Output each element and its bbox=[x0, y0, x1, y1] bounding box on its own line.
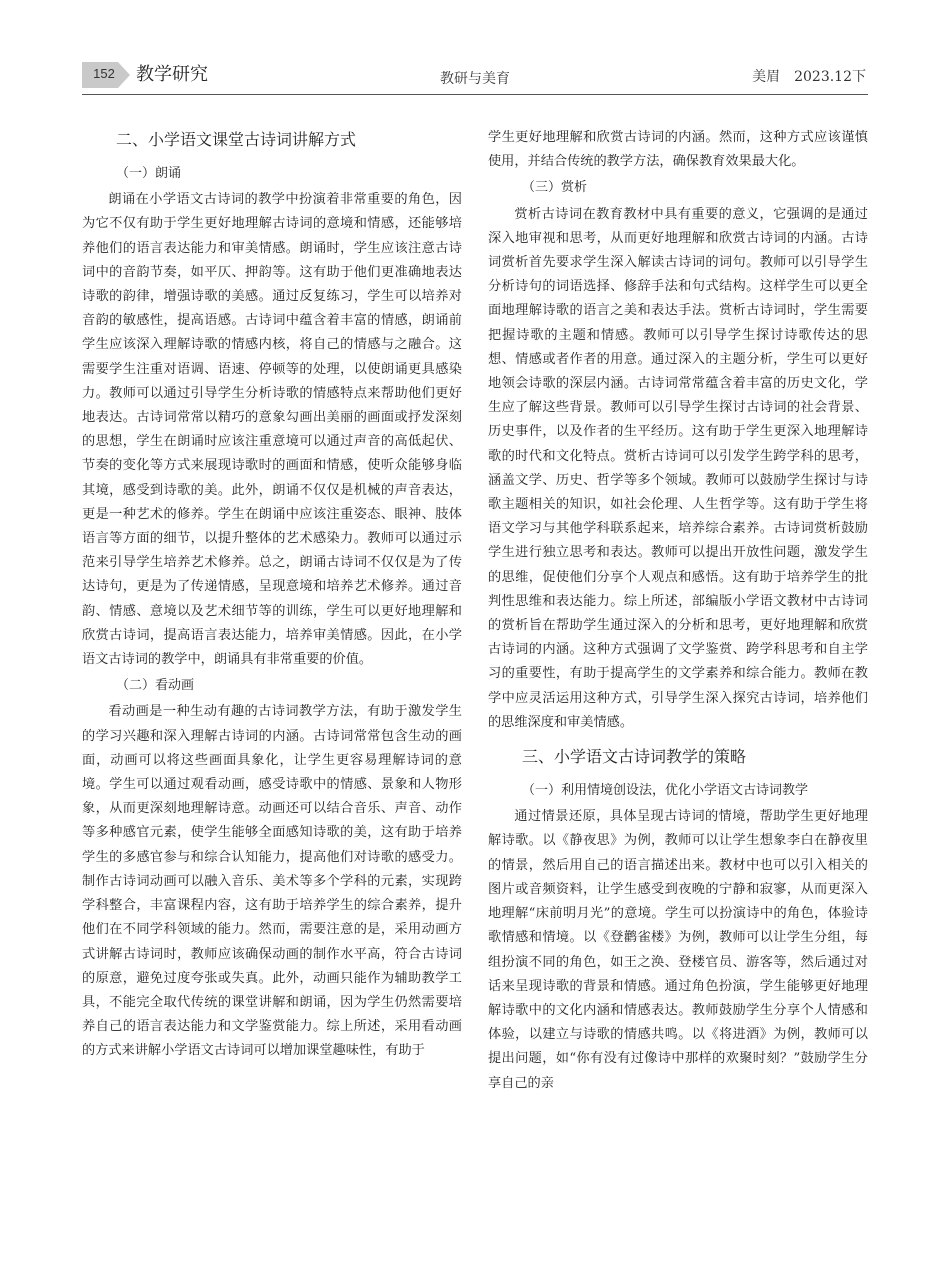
paragraph-animation-cont: 学生更好地理解和欣赏古诗词的内涵。然而，这种方式应该谨慎使用，并结合传统的教学方法，确保教育效果最大化。 bbox=[488, 130, 868, 170]
subheading-recitation: （一）朗诵 bbox=[116, 166, 182, 181]
journal-title: 教研与美育 bbox=[440, 71, 510, 87]
page-header bbox=[0, 0, 950, 100]
left-column bbox=[82, 126, 462, 1216]
subheading-appreciation: （三）赏析 bbox=[522, 180, 588, 196]
paragraph-animation: 看动画是一种生动有趣的古诗词教学方法，有助于激发学生的学习兴趣和深入理解古诗词的内涵。古诗词常常包含生动的画面，动画可以将这些画面具象化，让学生更容易理解诗词的意境。学生可以通过观看动画，感受诗歌中的情感、景象和人物形象，从而更深刻地理解诗意。动画还可以结合音乐、声音、动作等多种感官元素，使学生能够全面感知诗歌的美，这有助于培养学生的多感官参与和综合认知能力，提高他们对诗歌的感受力。制作古诗词动画可以融入音乐、美术等多个学科的元素，实现跨学科整合，丰富课程内容，这有助于培养学生的综合素养，提升他们在不同学科领域的能力。然而，需要注意的是，采用动画方式讲解古诗词时，教师应该确保动画的制作水平高，符合古诗词的原意，避免过度夸张或失真。此外，动画只能作为辅助教学工具，不能完全取代传统的课堂讲解和朗诵，因为学生仍然需要培养自己的语言表达能力和文学鉴赏能力。综上所述，采用看动画的方式来讲解小学语文古诗词可以增加课堂趣味性，有助于 bbox=[82, 704, 462, 1059]
paragraph-appreciation: 赏析古诗词在教育教材中具有重要的意义，它强调的是通过深入地审视和思考，从而更好地理解和欣赏古诗词的内涵。古诗词赏析首先要求学生深入解读古诗词的词句。教师可以引导学生分析诗句的词语选择、修辞手法和句式结构。这样学生可以更全面地理解诗歌的语言之美和表达手法。赏析古诗词时，学生需要把握诗歌的主题和情感。教师可以引导学生探讨诗歌传达的思想、情感或者作者的用意。通过深入的主题分析，学生可以更好地领会诗歌的深层内涵。古诗词常常蕴含着丰富的历史文化，学生应了解这些背景。教师可以引导学生探讨古诗词的社会背景、历史事件，以及作者的生平经历。这有助于学生更深入地理解诗歌的时代和文化特点。赏析古诗词可以引发学生跨学科的思考，涵盖文学、历史、哲学等多个领域。教师可以鼓励学生探讨与诗歌主题相关的知识，如社会伦理、人生哲学等。这有助于学生将语文学习与其他学科联系起来，培养综合素养。古诗词赏析鼓励学生进行独立思考和表达。教师可以提出开放性问题，激发学生的思维，促使他们分享个人观点和感悟。这有助于培养学生的批判性思维和表达能力。综上所述，部编版小学语文教材中古诗词的赏析旨在帮助学生通过深入的分析和思考，更好地理解和欣赏古诗词的内涵。这种方式强调了文学鉴赏、跨学科思考和自主学习的重要性，有助于提高学生的文学素养和综合能力。教师在教学中应灵活运用这种方式，引导学生深入探究古诗词，培养他们的思维深度和审美情感。 bbox=[488, 206, 868, 730]
subheading-animation: （二）看动画 bbox=[116, 678, 195, 694]
paragraph-situation: 通过情景还原，具体呈现古诗词的情境，帮助学生更好地理解诗歌。以《静夜思》为例，教师可以让学生想象李白在静夜里的情景，然后用自己的语言描述出来。教材中也可以引入相关的图片或音频资料，让学生感受到夜晚的宁静和寂寥，从而更深入地理解“床前明月光”的意境。学生可以扮演诗中的角色，体验诗歌情感和情境。以《登鹳雀楼》为例，教师可以让学生分组，每组扮演不同的角色，如王之涣、登楼官员、游客等，然后通过对话来呈现诗歌的背景和情感。通过角色扮演，学生能够更好地理解诗歌中的文化内涵和情感表达。教师鼓励学生分享个人情感和体验，以建立与诗歌的情感共鸣。以《将进酒》为例，教师可以提出问题，如“你有没有过像诗中那样的欢聚时刻？”鼓励学生分享自己的亲 bbox=[488, 809, 868, 1091]
issue-info: 美眉 2023.12下 bbox=[752, 69, 866, 85]
header-rule bbox=[82, 94, 868, 95]
heading-section-3: 三、小学语文古诗词教学的策略 bbox=[522, 747, 747, 767]
section-label: 教学研究 bbox=[136, 64, 208, 85]
right-column bbox=[488, 126, 868, 1216]
paragraph-recitation: 朗诵在小学语文古诗词的教学中扮演着非常重要的角色，因为它不仅有助于学生更好地理解古诗词的意境和情感，还能够培养他们的语言表达能力和审美情感。朗诵时，学生应该注意古诗词中的音韵节奏，如平仄、押韵等。这有助于他们更准确地表达诗歌的韵律，增强诗歌的美感。通过反复练习，学生可以培养对音韵的敏感性，提高语感。古诗词中蕴含着丰富的情感，朗诵前学生应该深入理解诗歌的情感内核，将自己的情感与之融合。这需要学生注重对语调、语速、停顿等的处理，以使朗诵更具感染力。教师可以通过引导学生分析诗歌的情感特点来帮助他们更好地表达。古诗词常常以精巧的意象勾画出美丽的画面或抒发深刻的思想，学生在朗诵时应该注重意境可以通过声音的高低起伏、节奏的变化等方式来展现诗歌时的画面和情感，使听众能够身临其境，感受到诗歌的美。此外，朗诵不仅仅是机械的声音表达，更是一种艺术的修养。学生在朗诵中应该注重姿态、眼神、肢体语言等方面的细节，以提升整体的艺术感染力。教师可以通过示范来引导学生培养艺术修养。总之，朗诵古诗词不仅仅是为了传达诗句，更是为了传递情感，呈现意境和培养艺术修养。通过音韵、情感、意境以及艺术细节等的训练，学生可以更好地理解和欣赏古诗词，提高语言表达能力，培养审美情感。因此，在小学语文古诗词的教学中，朗诵具有非常重要的价值。 bbox=[82, 192, 462, 668]
page-number: 152 bbox=[93, 66, 115, 81]
subheading-situation: （一）利用情境创设法，优化小学语文古诗词教学 bbox=[522, 783, 809, 799]
heading-section-2: 二、小学语文课堂古诗词讲解方式 bbox=[116, 130, 357, 149]
